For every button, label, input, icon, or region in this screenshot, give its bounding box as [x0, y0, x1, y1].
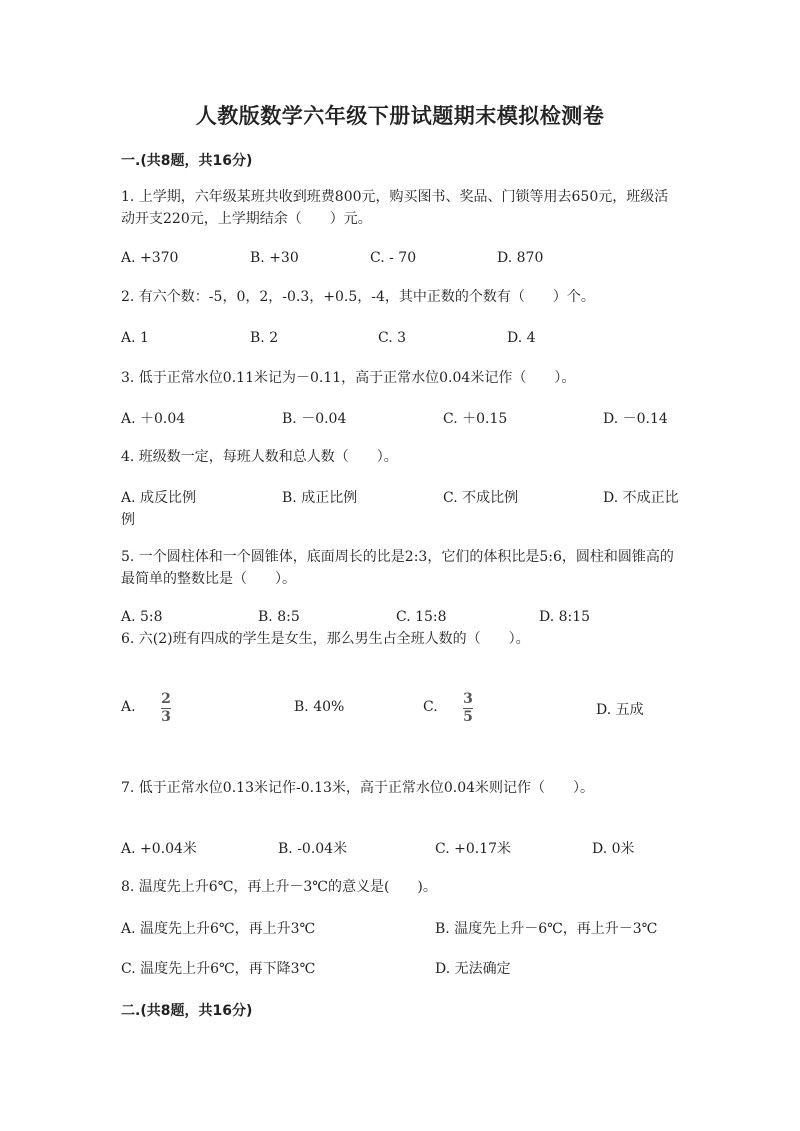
- q5-option-d[interactable]: D. 8:15: [539, 609, 591, 625]
- q3-option-d[interactable]: D. －0.14: [603, 411, 668, 427]
- question-2: 2. 有六个数：-5，0，2，-0.3，+0.5，-4，其中正数的个数有（ ）个。: [121, 289, 595, 305]
- q8-option-a[interactable]: A. 温度先上升6℃，再上升3℃: [121, 921, 316, 937]
- question-5: 5. 一个圆柱体和一个圆锥体，底面周长的比是2:3，它们的体积比是5:6，圆柱和圆锥高的最简单的整数比是（ ）。: [121, 549, 674, 587]
- question-6: 6. 六(2)班有四成的学生是女生，那么男生占全班人数的（ ）。: [121, 631, 530, 647]
- q5-option-b[interactable]: B. 8:5: [258, 609, 300, 625]
- q6-option-c-label[interactable]: C.: [423, 699, 438, 715]
- q8-option-d[interactable]: D. 无法确定: [435, 961, 511, 977]
- q2-option-b[interactable]: B. 2: [250, 330, 279, 346]
- q1-option-c[interactable]: C. - 70: [370, 250, 417, 266]
- section-heading-1: 一.(共8题，共16分): [121, 153, 253, 169]
- q1-option-a[interactable]: A. +370: [121, 250, 179, 266]
- q7-option-b[interactable]: B. -0.04米: [278, 841, 348, 857]
- q2-option-a[interactable]: A. 1: [121, 330, 149, 346]
- fraction-denominator: 3: [161, 709, 171, 725]
- question-3: 3. 低于正常水位0.11米记为－0.11，高于正常水位0.04米记作（ ）。: [121, 370, 576, 386]
- q7-option-c[interactable]: C. +0.17米: [435, 841, 512, 857]
- question-4: 4. 班级数一定，每班人数和总人数（ ）。: [121, 449, 398, 465]
- question-8: 8. 温度先上升6℃，再上升－3℃的意义是( )。: [121, 879, 437, 895]
- section-heading-2: 二.(共8题，共16分): [121, 1003, 253, 1019]
- q8-option-b[interactable]: B. 温度先上升－6℃，再上升－3℃: [435, 921, 658, 937]
- q6-option-c-fraction: [463, 692, 473, 725]
- q6-option-d[interactable]: D. 五成: [596, 702, 644, 718]
- q5-option-c[interactable]: C. 15:8: [396, 609, 447, 625]
- q1-option-d[interactable]: D. 870: [497, 250, 544, 266]
- page-title: 人教版数学六年级下册试题期末模拟检测卷: [195, 104, 605, 128]
- question-1: 1. 上学期，六年级某班共收到班费800元，购买图书、奖品、门锁等用去650元，班级活动开支220元，上学期结余（ ）元。: [121, 189, 669, 227]
- fraction-numerator: 3: [463, 691, 473, 707]
- q3-option-c[interactable]: C. ＋0.15: [443, 411, 508, 427]
- q2-option-c[interactable]: C. 3: [378, 330, 407, 346]
- q2-option-d[interactable]: D. 4: [507, 330, 536, 346]
- q3-option-b[interactable]: B. －0.04: [282, 411, 347, 427]
- q1-option-b[interactable]: B. +30: [250, 250, 299, 266]
- q4-option-c[interactable]: C. 不成比例: [443, 490, 519, 506]
- q7-option-d[interactable]: D. 0米: [592, 841, 635, 857]
- q7-option-a[interactable]: A. +0.04米: [121, 841, 197, 857]
- q4-option-b[interactable]: B. 成正比例: [282, 490, 358, 506]
- q6-option-a-label[interactable]: A.: [121, 699, 136, 715]
- fraction-denominator: 5: [463, 709, 473, 725]
- q6-option-b[interactable]: B. 40%: [294, 699, 345, 715]
- q6-option-a-fraction: [161, 692, 171, 725]
- q5-option-a[interactable]: A. 5:8: [121, 609, 163, 625]
- q4-option-d[interactable]: D. 不成正比例: [121, 490, 679, 528]
- fraction-numerator: 2: [161, 691, 171, 707]
- q8-option-c[interactable]: C. 温度先上升6℃，再下降3℃: [121, 961, 316, 977]
- q3-option-a[interactable]: A. ＋0.04: [121, 411, 186, 427]
- question-7: 7. 低于正常水位0.13米记作-0.13米，高于正常水位0.04米则记作（ ）。: [121, 780, 595, 796]
- q4-option-a[interactable]: A. 成反比例: [121, 490, 197, 506]
